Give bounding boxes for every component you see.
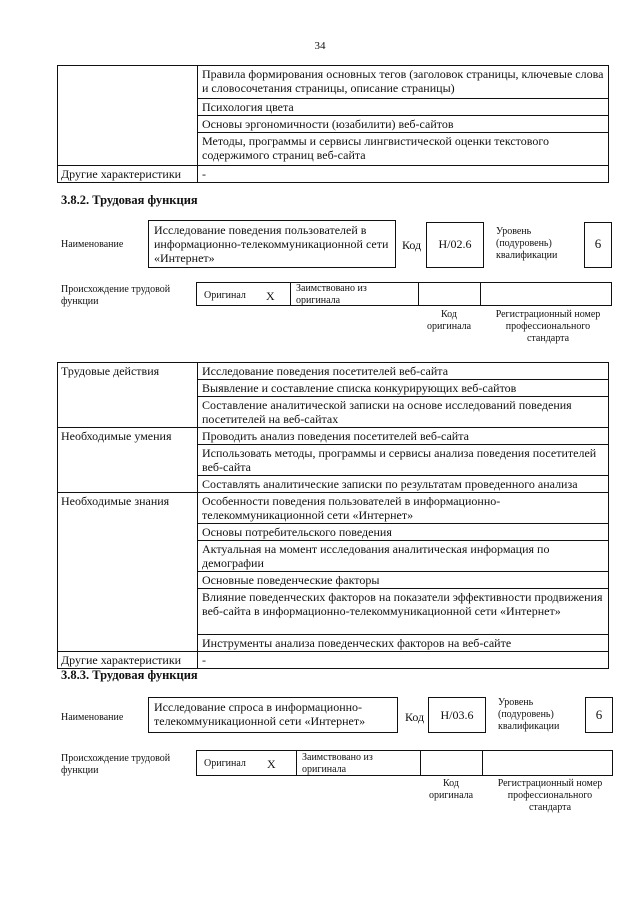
other-characteristics-label: Другие характеристики [58, 652, 198, 669]
page-number: 34 [314, 40, 326, 52]
origin-divider [290, 282, 291, 306]
function-name-box [148, 697, 398, 733]
table-cell: Особенности поведения пользователей в информационно-телекоммуникационной сети «Интернет» [198, 493, 609, 524]
table-row [58, 493, 609, 524]
code-box [426, 222, 484, 268]
level-label: Уровень (подуровень) квалификации [496, 226, 558, 261]
required-skills-label: Необходимые умения [58, 428, 198, 493]
name-label: Наименование [61, 712, 124, 723]
registration-number-label: Регистрационный номер профессионального стандарта [495, 309, 601, 344]
code-box [428, 697, 486, 733]
table-cell: Методы, программы и сервисы лингвистической оценки текстового содержимого страниц веб-сайта [198, 133, 609, 166]
code-label: Код [405, 710, 425, 724]
table-cell: Выявление и составление списка конкурирующих веб-сайтов [198, 380, 609, 397]
level-box [584, 222, 612, 268]
registration-number-label: Регистрационный номер профессионального стандарта [497, 778, 603, 813]
level-value: 6 [594, 236, 602, 251]
table-row [58, 166, 609, 183]
section-heading-3-8-3: 3.8.3. Трудовая функция [61, 668, 198, 682]
table-cell: Основы потребительского поведения [198, 524, 609, 541]
function-details-table [57, 362, 609, 669]
table-cell: Составлять аналитические записки по результатам проведенного анализа [198, 476, 609, 493]
table-cell: Влияние поведенческих факторов на показатели эффективности продвижения веб-сайта в информационно-телекоммуникационной сети «Интернет» [198, 589, 609, 635]
top-characteristics-table [57, 65, 609, 183]
borrowed-label: Заимствовано из оригинала [302, 752, 373, 775]
function-name-value: Исследование поведения пользователей в информационно-телекоммуникационной сети «Интернет» [154, 223, 389, 265]
code-original-label: Код оригинала [426, 309, 472, 332]
level-value: 6 [595, 707, 603, 722]
origin-label: Происхождение трудовой функции [61, 284, 171, 307]
origin-label: Происхождение трудовой функции [61, 753, 171, 776]
other-characteristics-label: Другие характеристики [58, 166, 198, 183]
code-original-label: Код оригинала [428, 778, 474, 801]
other-characteristics-value: - [198, 652, 609, 669]
code-value: H/03.6 [440, 708, 474, 722]
name-label: Наименование [61, 239, 124, 250]
table-cell: Инструменты анализа поведенческих факторов на веб-сайте [198, 635, 609, 652]
level-label: Уровень (подуровень) квалификации [498, 697, 560, 732]
table-cell: Психология цвета [198, 99, 609, 116]
original-label: Оригинал [204, 290, 246, 301]
origin-divider [482, 750, 483, 776]
original-label: Оригинал [204, 758, 246, 769]
table-row [58, 363, 609, 380]
function-name-value: Исследование спроса в информационно-телекоммуникационной сети «Интернет» [154, 700, 366, 728]
table-cell: Исследование поведения посетителей веб-сайта [198, 363, 609, 380]
origin-divider [420, 750, 421, 776]
borrowed-label: Заимствовано из оригинала [296, 283, 367, 306]
origin-divider [480, 282, 481, 306]
section-heading-3-8-2: 3.8.2. Трудовая функция [61, 193, 198, 207]
table-cell: Основы эргономичности (юзабилити) веб-сайтов [198, 116, 609, 133]
required-knowledge-label: Необходимые знания [58, 493, 198, 652]
origin-divider [296, 750, 297, 776]
table-row [58, 428, 609, 445]
code-label: Код [402, 238, 422, 252]
other-characteristics-value: - [198, 166, 609, 183]
original-mark: X [266, 289, 275, 303]
origin-divider [418, 282, 419, 306]
code-value: H/02.6 [438, 237, 472, 251]
table-cell: Составление аналитической записки на основе исследований поведения посетителей на веб-сайтах [198, 397, 609, 428]
table-cell: Использовать методы, программы и сервисы анализа поведения посетителей веб-сайта [198, 445, 609, 476]
function-name-box [148, 220, 396, 268]
table-cell: Правила формирования основных тегов (заголовок страницы, ключевые слова и словосочетания страницы, описание страницы) [198, 66, 609, 99]
table-cell: Актуальная на момент исследования аналитическая информация по демографии [198, 541, 609, 572]
table-row [58, 66, 609, 99]
labor-actions-label: Трудовые действия [58, 363, 198, 428]
level-box [585, 697, 613, 733]
original-mark: X [267, 757, 276, 771]
table-row [58, 652, 609, 669]
table-cell: Проводить анализ поведения посетителей веб-сайта [198, 428, 609, 445]
table-cell: Основные поведенческие факторы [198, 572, 609, 589]
empty-label-cell [58, 66, 198, 166]
